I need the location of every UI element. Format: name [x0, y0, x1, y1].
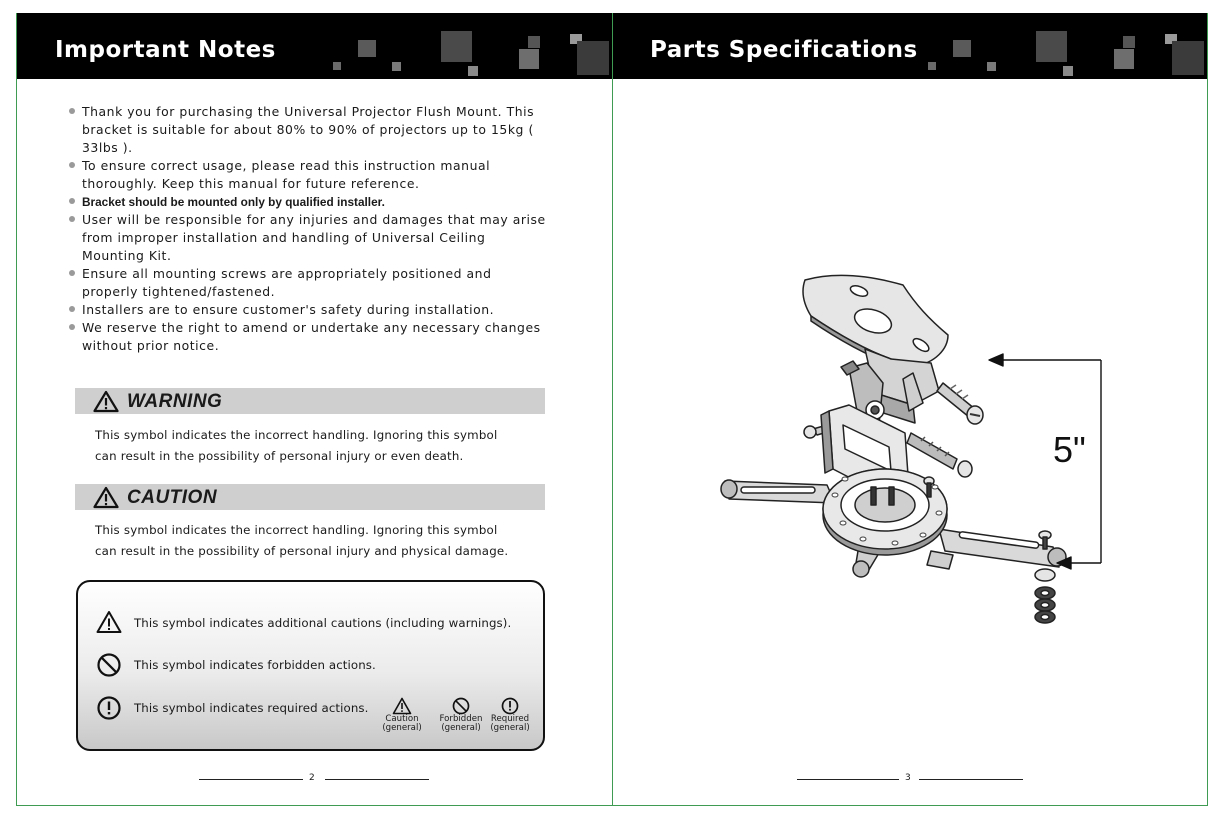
- small-caution-symbol: [377, 697, 427, 733]
- small-required-symbol: [485, 697, 535, 733]
- note-item: Bracket should be mounted only by qualified installer.: [67, 193, 547, 211]
- note-item: Thank you for purchasing the Universal Projector Flush Mount. This bracket is suitable for about 80% to 90% of projectors up to 15kg ( 33lbs ).: [67, 103, 547, 157]
- warning-line: This symbol indicates the incorrect handling. Ignoring this symbol: [95, 428, 498, 442]
- note-item: To ensure correct usage, please read this instruction manual thoroughly. Keep this manual for future reference.: [67, 157, 547, 193]
- note-item: We reserve the right to amend or undertake any necessary changes without prior notice.: [67, 319, 547, 355]
- left-page-title: Important Notes: [55, 37, 276, 63]
- page-number: 2: [309, 773, 315, 783]
- small-caution-caption: (general): [382, 723, 422, 733]
- caution-band: [75, 484, 545, 510]
- forbidden-icon: [96, 652, 122, 678]
- warning-triangle-icon: [93, 390, 119, 413]
- caution-label: CAUTION: [127, 487, 218, 508]
- caution-triangle-icon: [392, 697, 412, 715]
- left-header: [17, 13, 612, 79]
- notes-list: [67, 103, 547, 355]
- caution-line: This symbol indicates the incorrect handling. Ignoring this symbol: [95, 523, 498, 537]
- forbidden-icon: [451, 697, 471, 715]
- page-number: 3: [905, 773, 911, 783]
- dimension-label: 5": [1053, 429, 1086, 470]
- center-disc: [823, 469, 947, 555]
- caution-line: can result in the possibility of personal injury and physical damage.: [95, 543, 509, 558]
- right-page-title: Parts Specifications: [650, 37, 918, 63]
- caution-triangle-icon: [93, 486, 119, 509]
- warning-label: WARNING: [127, 391, 223, 412]
- legend-required-text: This symbol indicates required actions.: [134, 701, 369, 715]
- small-forbidden-caption: (general): [441, 723, 481, 733]
- long-bolt: [937, 383, 983, 424]
- required-icon: [500, 697, 520, 715]
- right-page: [612, 13, 1208, 806]
- legend-forbidden-text: This symbol indicates forbidden actions.: [134, 658, 376, 672]
- small-forbidden-symbol: [436, 697, 486, 733]
- small-required-caption: Required: [490, 714, 530, 724]
- note-item: Installers are to ensure customer's safety during installation.: [67, 301, 547, 319]
- symbol-legend-box: [76, 580, 545, 751]
- note-item: User will be responsible for any injuries and damages that may arise from improper installation and handling of Universal Ceiling Mounting Kit.: [67, 211, 547, 265]
- caution-triangle-icon: [96, 610, 122, 634]
- note-item: Ensure all mounting screws are appropriately positioned and properly tightened/fastened.: [67, 265, 547, 301]
- left-footer: [17, 771, 612, 787]
- caution-description: [95, 520, 545, 561]
- required-icon: [96, 695, 122, 721]
- right-header: [613, 13, 1207, 79]
- left-page: [16, 13, 613, 806]
- small-required-caption: (general): [490, 723, 530, 733]
- warning-band: [75, 388, 545, 414]
- right-footer: [613, 771, 1207, 787]
- warning-line: can result in the possibility of personal injury or even death.: [95, 448, 464, 463]
- small-caution-caption: Caution: [385, 714, 419, 724]
- small-forbidden-caption: Forbidden: [439, 714, 483, 724]
- warning-description: [95, 425, 545, 466]
- legend-caution-text: This symbol indicates additional cautions (including warnings).: [134, 616, 512, 630]
